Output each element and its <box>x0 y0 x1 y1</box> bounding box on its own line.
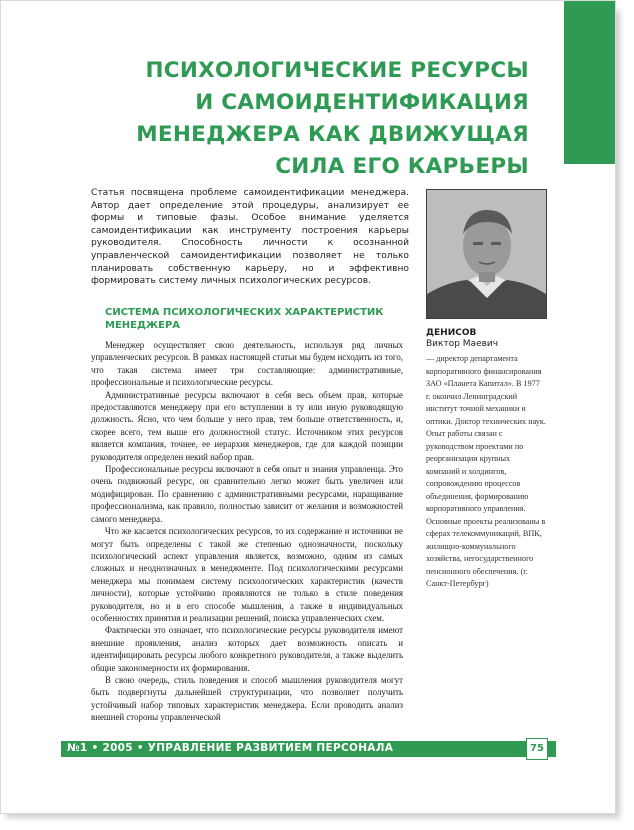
author-first-name: Виктор Маевич <box>426 339 499 349</box>
article-body <box>91 339 403 724</box>
article-title <box>59 55 529 183</box>
footer-bar <box>61 741 556 757</box>
author-last-name: ДЕНИСОВ <box>426 328 477 338</box>
body-paragraph: Что же касается психологических ресурсов, то их содержание и источники не могут быть определены с такой же степенью однозначности, поскольку психологический аспект управления является, возможно, одним из самых сложных и неоднозначных в менеджменте. Под психологическими ресурсами менеджера мы понимаем систему психологических характеристик (качеств личности), которые устойчиво проявляются не только в стиле поведения руководителя, но и в его способе мышления, а также в индивидуальных особенностях принятия и реализации решений, поиска управленческих схем. <box>91 526 403 623</box>
body-paragraph: Менеджер осуществляет свою деятельность, используя ряд личных управленческих ресурсов. В рамках настоящей статьи мы будем исходить из того, что такая система имеет три составляющие: административные, профессиональные и психологические ресурсы. <box>91 340 403 388</box>
author-photo <box>426 189 547 319</box>
footer-issue-text: №1 • 2005 • УПРАВЛЕНИЕ РАЗВИТИЕМ ПЕРСОНАЛА <box>67 742 394 754</box>
body-paragraph: Профессиональные ресурсы включают в себя опыт и знания управленца. Это очень подвижный ресурс, он сравнительно легко может быть увеличен или модифицирован. По сравнению с административными ресурсами, наращивание профессионализма, как правило, полностью зависит от желания и возможностей самого менеджера. <box>91 464 403 524</box>
author-bio: — директор департамента корпоративного финансирования ЗАО «Планета Капитал». В 1977 г. окончил Ленинградский институт точной механики и оптики. Доктор технических наук. Опыт работы связан с руководством проектами по реорганизации крупных компаний и холдингов, сопровождению процессов объединения, формированию корпоративного управления. Основные проекты реализованы в сферах телекоммуникаций, ВПК, жилищно-коммунального хозяйства, негосударственного пенсионного обеспечения. (г. Санкт-Петербург) <box>426 354 546 588</box>
page-number-box <box>526 738 548 760</box>
author-name <box>426 328 498 350</box>
title-line: СИЛА ЕГО КАРЬЕРЫ <box>275 154 529 179</box>
body-paragraph: Административные ресурсы включают в себя весь объем прав, которые предоставляются менеджеру при его вступлении в ту или иную руководящую должность. Ясно, что чем больше у него прав, тем больше ответственность, и, скорее всего, тем выше его должностной статус. Источником этих ресурсов является компания, точнее, ее иерархия менеджеров, где для каждой позиции руководителя определен некий набор прав. <box>91 389 403 462</box>
title-line: ПСИХОЛОГИЧЕСКИЕ РЕСУРСЫ <box>145 58 529 83</box>
title-line: МЕНЕДЖЕРА КАК ДВИЖУЩАЯ <box>136 122 529 147</box>
author-portrait-image <box>427 190 546 318</box>
title-line: И САМОИДЕНТИФИКАЦИЯ <box>195 90 529 115</box>
section-heading: СИСТЕМА ПСИХОЛОГИЧЕСКИХ ХАРАКТЕРИСТИК МЕНЕДЖЕРА <box>105 307 384 331</box>
page-number: 75 <box>530 743 544 754</box>
body-paragraph: Фактически это означает, что психологические ресурсы руководителя имеют внешние проявления, анализ которых дает возможность описать и идентифицировать ресурсы любого конкретного руководителя, а также выделить общие закономерности их формирования. <box>91 625 403 673</box>
body-paragraph: В свою очередь, стиль поведения и способ мышления руководителя могут быть подвергнуты дальнейшей структуризации, что позволяет получить устойчивый набор типовых характеристик менеджера. Если проводить анализ внешней стороны управленческой <box>91 674 403 723</box>
green-corner-tab <box>564 1 615 164</box>
article-abstract: Статья посвящена проблеме самоидентификации менеджера. Автор дает определение этой процедуры, анализирует ее формы и типовые фазы. Особое внимание уделяется самоидентификации как инструменту построения карьеры руководителя. Способность личности к осознанной управленческой самоидентификации позволяет не только планировать собственную карьеру, но и эффективно формировать систему личных психологических ресурсов. <box>91 188 409 287</box>
